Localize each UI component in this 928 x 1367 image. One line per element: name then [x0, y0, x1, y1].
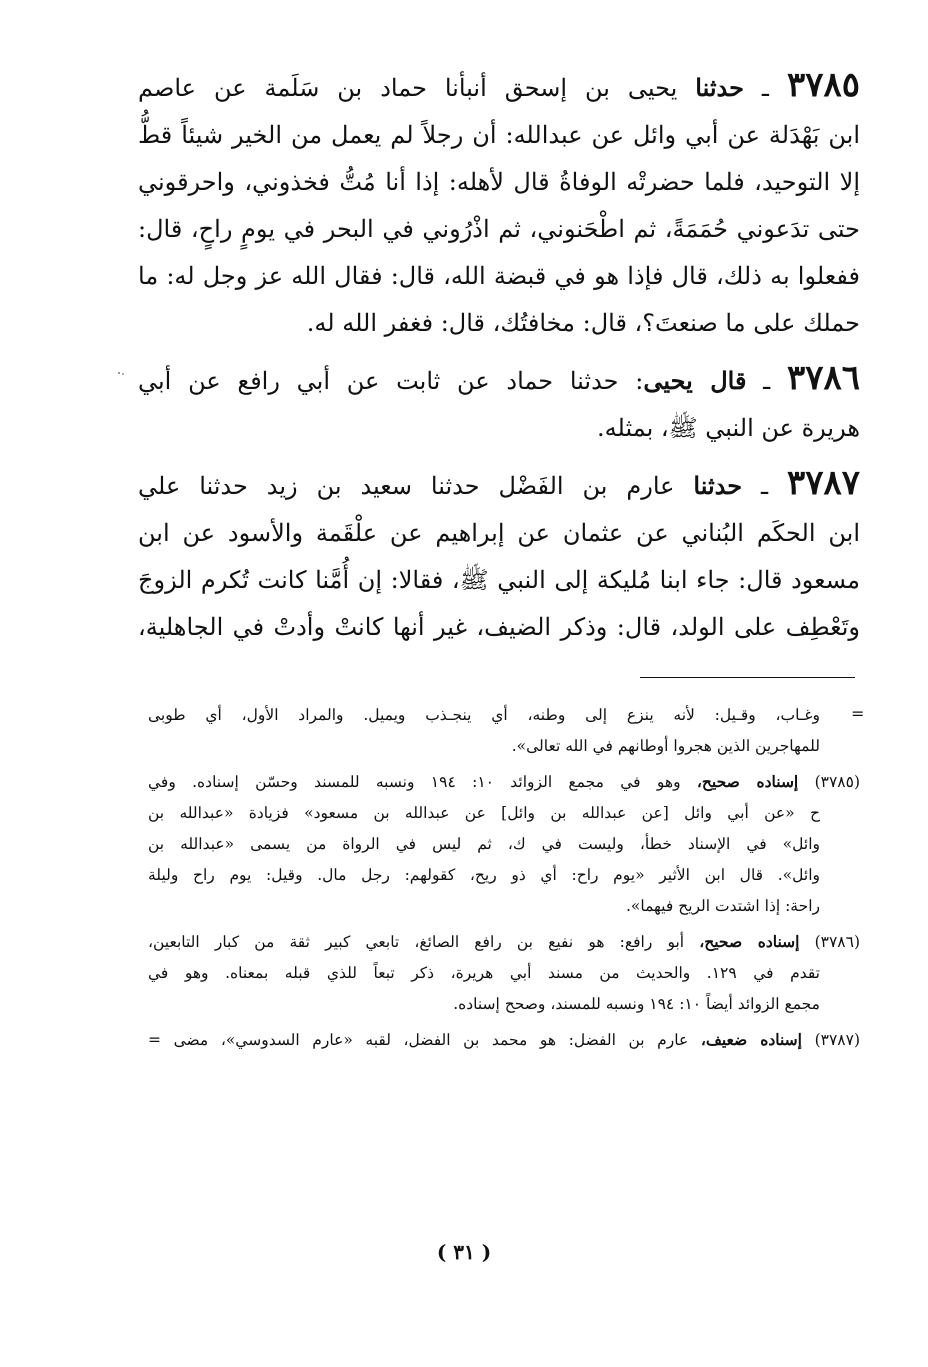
footnote-line: (٣٧٨٧) إسناده ضعيف، عارم بن الفضل: هو محمد بن الفضل، لقبه «عارم السدوسي»، مضى = — [148, 1030, 860, 1049]
text-line: حملك على ما صنعتَ؟، قال: مخافتُك، قال: فغفر الله له. — [306, 309, 860, 337]
footnote-line: راحة: إذا اشتدت الريح فيهما». — [625, 897, 820, 915]
text-line: حتى تدَعوني حُمَمَةً، ثم اطْحَنوني، ثم اذْرُوني في البحر في يومٍ راحٍ، قال: — [138, 215, 860, 243]
footnote-line: (٣٧٨٥) إسناده صحيح، وهو في مجمع الزوائد ١٠: ١٩٤ ونسبه للمسند وحسّن إسناده. وفي — [148, 772, 861, 791]
narration-keyword: حدثنا — [695, 73, 744, 102]
footnote-line: وائل» في الإسناد خطأ، وليست في ك، ثم ليس في الرواة من يسمى «عبدالله بن — [148, 835, 820, 853]
text-line: ابن بَهْدَلة عن أبي وائل عن عبدالله: أن رجلاً لم يعمل من الخير شيئاً قطُّ — [138, 121, 860, 149]
hadith-number: ٣٧٨٦ — [786, 358, 860, 398]
hadith-number: ٣٧٨٧ — [786, 463, 861, 503]
text-line: ٣٧٨٦ ـ قال يحيى: حدثنا حماد عن ثابت عن أبي رافع عن أبي — [138, 358, 860, 398]
footnote-line: تقدم في ١٢٩. والحديث من مسند أبي هريرة، ذكر تبعاً للذي قبله بمعناه. وهو في — [148, 964, 820, 982]
footnote-continuation — [148, 700, 860, 762]
text-line: هريرة عن النبي ﷺ، بمثله. — [597, 414, 860, 442]
text-line: ففعلوا به ذلك، قال فإذا هو في قبضة الله، قال: فقال الله عز وجل له: ما — [138, 262, 861, 290]
text-line: مسعود قال: جاء ابنا مُليكة إلى النبي ﷺ، فقالا: إن أُمَّنا كانت تُكرم الزوجَ — [138, 566, 861, 594]
footnote-3786 — [148, 926, 860, 1020]
text-line: ابن الحكَم البُناني عن عثمان عن إبراهيم عن علْقَمة والأسود عن ابن — [138, 519, 860, 547]
text-line: إلا التوحيد، فلما حضرتْه الوفاةُ قال لأهله: إذا أنا مُتُّ فخذوني، واحرقوني — [138, 168, 861, 196]
narration-keyword: قال يحيى — [643, 366, 747, 395]
text-line: ٣٧٨٥ ـ حدثنا يحيى بن إسحق أنبأنا حماد بن سَلَمة عن عاصم — [138, 65, 860, 105]
hadith-3785 — [138, 62, 860, 347]
text-line: وتَعْطِف على الولد، قال: وذكر الضيف، غير أنها كانتْ وأدتْ في الجاهلية، — [138, 613, 860, 641]
footnote-line: وائل». قال ابن الأثير «يوم راح: أي ذو ريح، كقولهم: رجل مال. وقيل: يوم راح وليلة — [148, 866, 820, 884]
narration-keyword: حدثنا — [693, 471, 743, 500]
hadith-number: ٣٧٨٥ — [786, 65, 860, 105]
footnote-line: مجمع الزوائد أيضاً ١٠: ١٩٤ ونسبه للمسند، وصحح إسناده. — [453, 995, 820, 1013]
footnote-line: ح «عن أبي وائل [عن عبدالله بن وائل] عن عبدالله بن مسعود» فزيادة «عبدالله بن — [148, 804, 820, 822]
footnote-ref: (٣٧٨٦) — [814, 933, 861, 951]
footnote-label: إسناده ضعيف، — [700, 1030, 802, 1049]
scan-speck — [117, 371, 125, 376]
continuation-mark: = — [851, 704, 865, 723]
footnote-line: وغـاب، وقـيل: لأنه ينزع إلى وطنه، أي ينجـذب ويميل. والمراد الأول، أي طوبى — [148, 706, 820, 724]
footnote-label: إسناده صحيح، — [699, 932, 800, 951]
hadith-3786 — [138, 355, 860, 452]
footnote-3787 — [148, 1024, 860, 1056]
page-number: ( ٣١ ) — [436, 1240, 492, 1264]
footnote-3785 — [148, 766, 860, 922]
footnotes — [148, 700, 860, 1060]
hadith-3787 — [138, 460, 860, 651]
footnote-ref: (٣٧٨٥) — [814, 773, 861, 791]
main-text — [138, 62, 860, 659]
text-line: ٣٧٨٧ ـ حدثنا عارم بن الفَضْل حدثنا سعيد بن زيد حدثنا علي — [138, 463, 861, 503]
footnote-label: إسناده صحيح، — [696, 772, 799, 791]
footnote-ref: (٣٧٨٧) — [814, 1031, 860, 1049]
footnote-line: (٣٧٨٦) إسناده صحيح، أبو رافع: هو نفيع بن رافع الصائغ، تابعي كبير ثقة من كبار التابعين، — [148, 932, 861, 951]
footnote-separator — [640, 677, 855, 678]
footnote-line: للمهاجرين الذين هجروا أوطانهم في الله تعالى». — [511, 737, 820, 755]
